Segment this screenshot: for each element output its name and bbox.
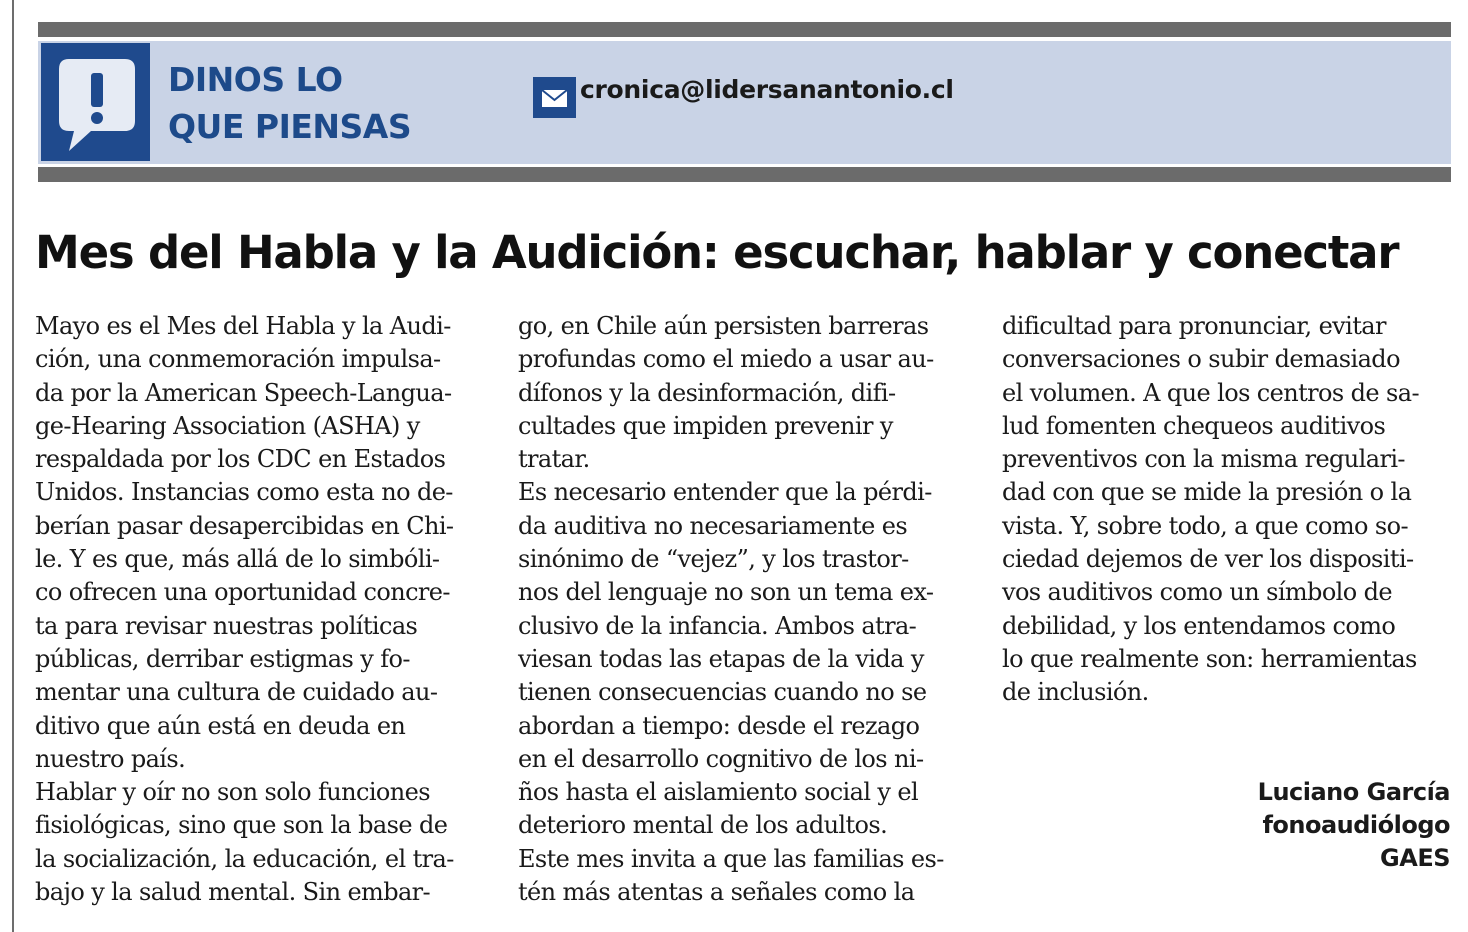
section-title-line-2: QUE PIENSAS xyxy=(168,107,412,146)
text-line: ditivo que aún está en deuda en xyxy=(35,711,406,740)
text-line: deterioro mental de los adultos. xyxy=(518,811,888,840)
text-line: Este mes invita a que las familias es- xyxy=(518,844,944,873)
text-line: mentar una cultura de cuidado au- xyxy=(35,678,438,707)
text-line: ños hasta el aislamiento social y el xyxy=(518,778,919,807)
text-line: públicas, derribar estigmas y fo- xyxy=(35,644,410,673)
author-organization: GAES xyxy=(1380,844,1450,872)
text-line: dad con que se mide la presión o la xyxy=(1002,478,1412,507)
text-line: da auditiva no necesariamente es xyxy=(518,511,908,540)
alert-speech-bubble-icon xyxy=(41,43,150,161)
text-line: viesan todas las etapas de la vida y xyxy=(518,644,924,673)
text-line: clusivo de la infancia. Ambos atra- xyxy=(518,611,917,640)
text-line: debilidad, y los entendamos como xyxy=(1002,611,1396,640)
text-line: nuestro país. xyxy=(35,744,186,773)
text-line: de inclusión. xyxy=(1002,678,1149,707)
text-line: lo que realmente son: herramientas xyxy=(1002,644,1417,673)
text-line: ge-Hearing Association (ASHA) y xyxy=(35,411,420,440)
article-column-2 xyxy=(518,310,978,909)
text-line: Hablar y oír no son solo funciones xyxy=(35,778,430,807)
text-line: co ofrecen una oportunidad concre- xyxy=(35,578,450,607)
text-line: vista. Y, sobre todo, a que como so- xyxy=(1002,511,1408,540)
header-top-rule xyxy=(38,22,1451,37)
article-headline: Mes del Habla y la Audición: escuchar, hablar y conectar xyxy=(35,226,1399,279)
text-line: tén más atentas a señales como la xyxy=(518,878,915,907)
text-line: ción, una conmemoración impulsa- xyxy=(35,345,441,374)
text-line: bajo y la salud mental. Sin embar- xyxy=(35,878,431,907)
text-line: sinónimo de “vejez”, y los trastor- xyxy=(518,545,909,574)
author-name: Luciano García xyxy=(1257,778,1450,806)
text-line: vos auditivos como un símbolo de xyxy=(1002,578,1392,607)
section-title-line-1: DINOS LO xyxy=(168,60,343,99)
text-line: fisiológicas, sino que son la base de xyxy=(35,811,448,840)
text-line: dífonos y la desinformación, difi- xyxy=(518,378,896,407)
text-line: ciedad dejemos de ver los dispositi- xyxy=(1002,545,1414,574)
contact-email-link[interactable]: cronica@lidersanantonio.cl xyxy=(580,75,954,104)
text-line: Mayo es el Mes del Habla y la Audi- xyxy=(35,312,451,340)
text-line: en el desarrollo cognitivo de los ni- xyxy=(518,744,924,773)
text-line: nos del lenguaje no son un tema ex- xyxy=(518,578,934,607)
text-line: ta para revisar nuestras políticas xyxy=(35,611,418,640)
author-signature xyxy=(1150,776,1450,875)
text-line: go, en Chile aún persisten barreras xyxy=(518,312,929,340)
author-role: fonoaudiólogo xyxy=(1262,811,1450,839)
text-line: respaldada por los CDC en Estados xyxy=(35,445,446,474)
text-line: preventivos con la misma regulari- xyxy=(1002,445,1405,474)
text-line: la socialización, la educación, el tra- xyxy=(35,844,454,873)
text-line: profundas como el miedo a usar au- xyxy=(518,345,934,374)
text-line: cultades que impiden prevenir y xyxy=(518,411,893,440)
text-line: dificultad para pronunciar, evitar xyxy=(1002,312,1386,340)
text-line: el volumen. A que los centros de sa- xyxy=(1002,378,1419,407)
text-line: tienen consecuencias cuando no se xyxy=(518,678,927,707)
text-line: Unidos. Instancias como esta no de- xyxy=(35,478,453,507)
text-line: tratar. xyxy=(518,445,590,474)
article-column-3 xyxy=(1002,310,1454,710)
text-line: berían pasar desapercibidas en Chi- xyxy=(35,511,454,540)
envelope-icon xyxy=(533,77,576,118)
text-line: le. Y es que, más allá de lo simbóli- xyxy=(35,545,440,574)
text-line: da por la American Speech-Langua- xyxy=(35,378,452,407)
section-title xyxy=(168,56,498,150)
header-bottom-rule xyxy=(38,167,1451,182)
text-line: Es necesario entender que la pérdi- xyxy=(518,478,932,507)
text-line: conversaciones o subir demasiado xyxy=(1002,345,1400,374)
page-left-rule xyxy=(12,0,14,932)
article-column-1 xyxy=(35,310,495,909)
text-line: lud fomenten chequeos auditivos xyxy=(1002,411,1386,440)
text-line: abordan a tiempo: desde el rezago xyxy=(518,711,920,740)
